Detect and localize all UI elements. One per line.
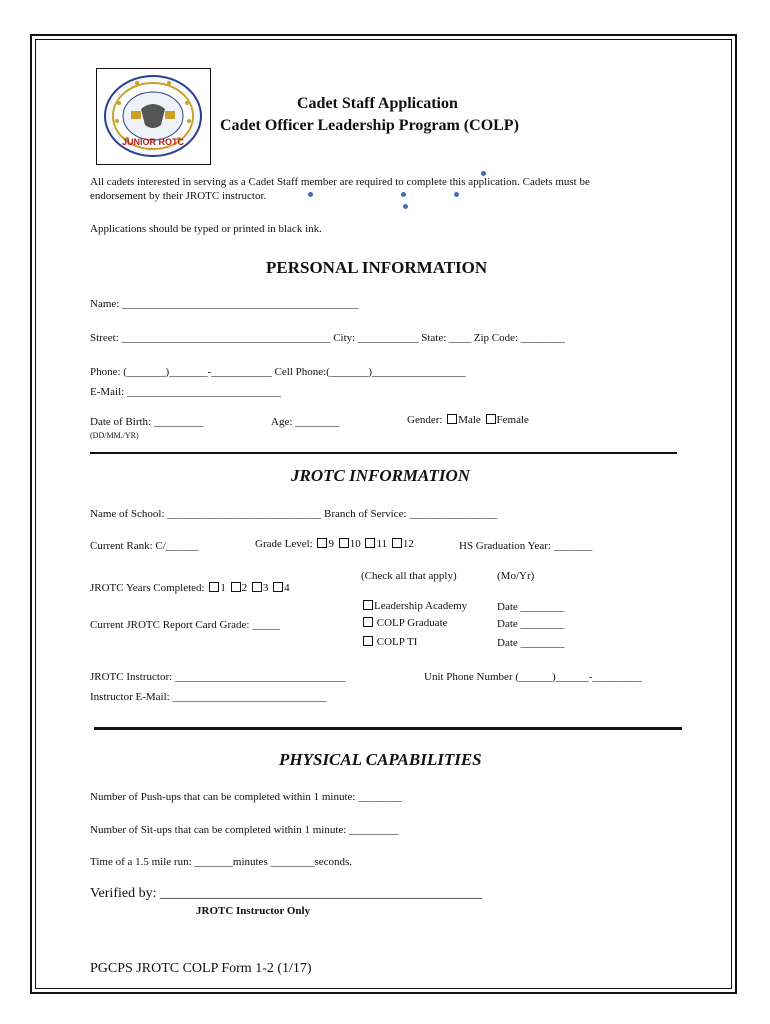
gender-label: Gender: (407, 414, 443, 426)
year-option: 1 (220, 582, 226, 594)
dob-field[interactable]: Date of Birth: _________ (90, 416, 204, 428)
hs-graduation-field[interactable]: HS Graduation Year: _______ (459, 540, 593, 552)
stray-dot (481, 171, 486, 176)
stray-dot (401, 192, 406, 197)
years-completed-group (90, 582, 290, 594)
instructor-only-note: JROTC Instructor Only (196, 905, 311, 917)
stray-dot (308, 192, 313, 197)
program-label: COLP TI (376, 636, 418, 648)
grade-checkbox[interactable] (392, 538, 402, 548)
instructor-email-field[interactable]: Instructor E-Mail: ____________________________ (90, 691, 327, 703)
year-checkbox[interactable] (209, 582, 219, 592)
grade-checkbox[interactable] (317, 538, 327, 548)
section-physical-heading: PHYSICAL CAPABILITIES (279, 750, 482, 769)
dob-format-hint: (DD/MM./YR) (90, 431, 139, 440)
pushups-field[interactable]: Number of Push-ups that can be completed within 1 minute: ________ (90, 791, 403, 803)
intro-line-2: endorsement by their JROTC instructor. (90, 190, 267, 202)
jrotc-seal-icon (97, 69, 209, 163)
program-checkbox[interactable] (363, 600, 373, 610)
unit-phone-field[interactable]: Unit Phone Number (______)______-_________ (424, 671, 642, 683)
grade-option: 11 (376, 538, 388, 550)
title-colp: Cadet Officer Leadership Program (COLP) (220, 117, 519, 134)
section-personal-heading: PERSONAL INFORMATION (266, 258, 488, 277)
instructor-field[interactable]: JROTC Instructor: _______________________________ (90, 671, 346, 683)
jrotc-logo (96, 68, 211, 165)
years-completed-label: JROTC Years Completed: (90, 582, 205, 594)
section-divider (90, 452, 677, 454)
grade-level-label: Grade Level: (255, 538, 313, 550)
program-checkbox[interactable] (363, 636, 373, 646)
phone-fields[interactable]: Phone: (_______)_______-___________ Cell Phone:(_______)_________________ (90, 366, 466, 378)
date-field[interactable]: Date ________ (497, 618, 565, 630)
program-label: COLP Graduate (376, 617, 448, 629)
female-label: Female (496, 414, 529, 426)
stray-dot (403, 204, 408, 209)
grade-option: 9 (328, 538, 334, 550)
report-card-field[interactable]: Current JROTC Report Card Grade: _____ (90, 619, 280, 631)
name-field[interactable]: Name: ___________________________________________ (90, 298, 359, 310)
date-field[interactable]: Date ________ (497, 601, 565, 613)
date-field[interactable]: Date ________ (497, 637, 565, 649)
year-option: 3 (262, 582, 269, 594)
svg-text:JUNIOR ROTC: JUNIOR ROTC (121, 137, 185, 147)
grade-option: 12 (402, 538, 414, 550)
year-checkbox[interactable] (273, 582, 283, 592)
verified-by-field[interactable]: Verified by: ______________________________________________ (90, 886, 482, 901)
program-leadership-academy (361, 600, 467, 612)
program-checkbox[interactable] (363, 617, 373, 627)
title-cadet-staff: Cadet Staff Application (297, 95, 458, 112)
program-colp-graduate (361, 617, 448, 629)
ink-note: Applications should be typed or printed in black ink. (90, 223, 322, 235)
address-fields[interactable]: Street: ______________________________________ City: ___________ State: ____ Zip Code: ________ (90, 332, 565, 344)
situps-field[interactable]: Number of Sit-ups that can be completed within 1 minute: _________ (90, 824, 399, 836)
female-checkbox[interactable] (486, 414, 496, 424)
grade-level-group (255, 538, 414, 550)
gender-group (407, 414, 529, 426)
male-label: Male (458, 414, 481, 426)
year-checkbox[interactable] (252, 582, 262, 592)
program-label: Leadership Academy (374, 600, 468, 612)
age-field[interactable]: Age: ________ (271, 416, 340, 428)
stray-dot (454, 192, 459, 197)
run-time-field[interactable]: Time of a 1.5 mile run: _______minutes ________seconds. (90, 856, 353, 868)
program-colp-ti (361, 636, 417, 648)
school-branch-fields[interactable]: Name of School: ____________________________ Branch of Service: ________________ (90, 508, 498, 520)
email-field[interactable]: E-Mail: ____________________________ (90, 386, 281, 398)
grade-checkbox[interactable] (339, 538, 349, 548)
year-option: 4 (284, 582, 290, 594)
year-checkbox[interactable] (231, 582, 241, 592)
section-jrotc-heading: JROTC INFORMATION (291, 466, 471, 485)
male-checkbox[interactable] (447, 414, 457, 424)
grade-checkbox[interactable] (365, 538, 375, 548)
rank-field[interactable]: Current Rank: C/______ (90, 540, 199, 552)
check-all-note: (Check all that apply) (361, 570, 457, 582)
form-identifier: PGCPS JROTC COLP Form 1-2 (1/17) (90, 961, 312, 976)
grade-option: 10 (349, 538, 361, 550)
intro-line-1: All cadets interested in serving as a Cadet Staff member are required to complete this application. Cadets must be (90, 176, 590, 188)
year-option: 2 (241, 582, 248, 594)
mo-yr-note: (Mo/Yr) (497, 570, 535, 582)
section-divider (94, 727, 682, 730)
